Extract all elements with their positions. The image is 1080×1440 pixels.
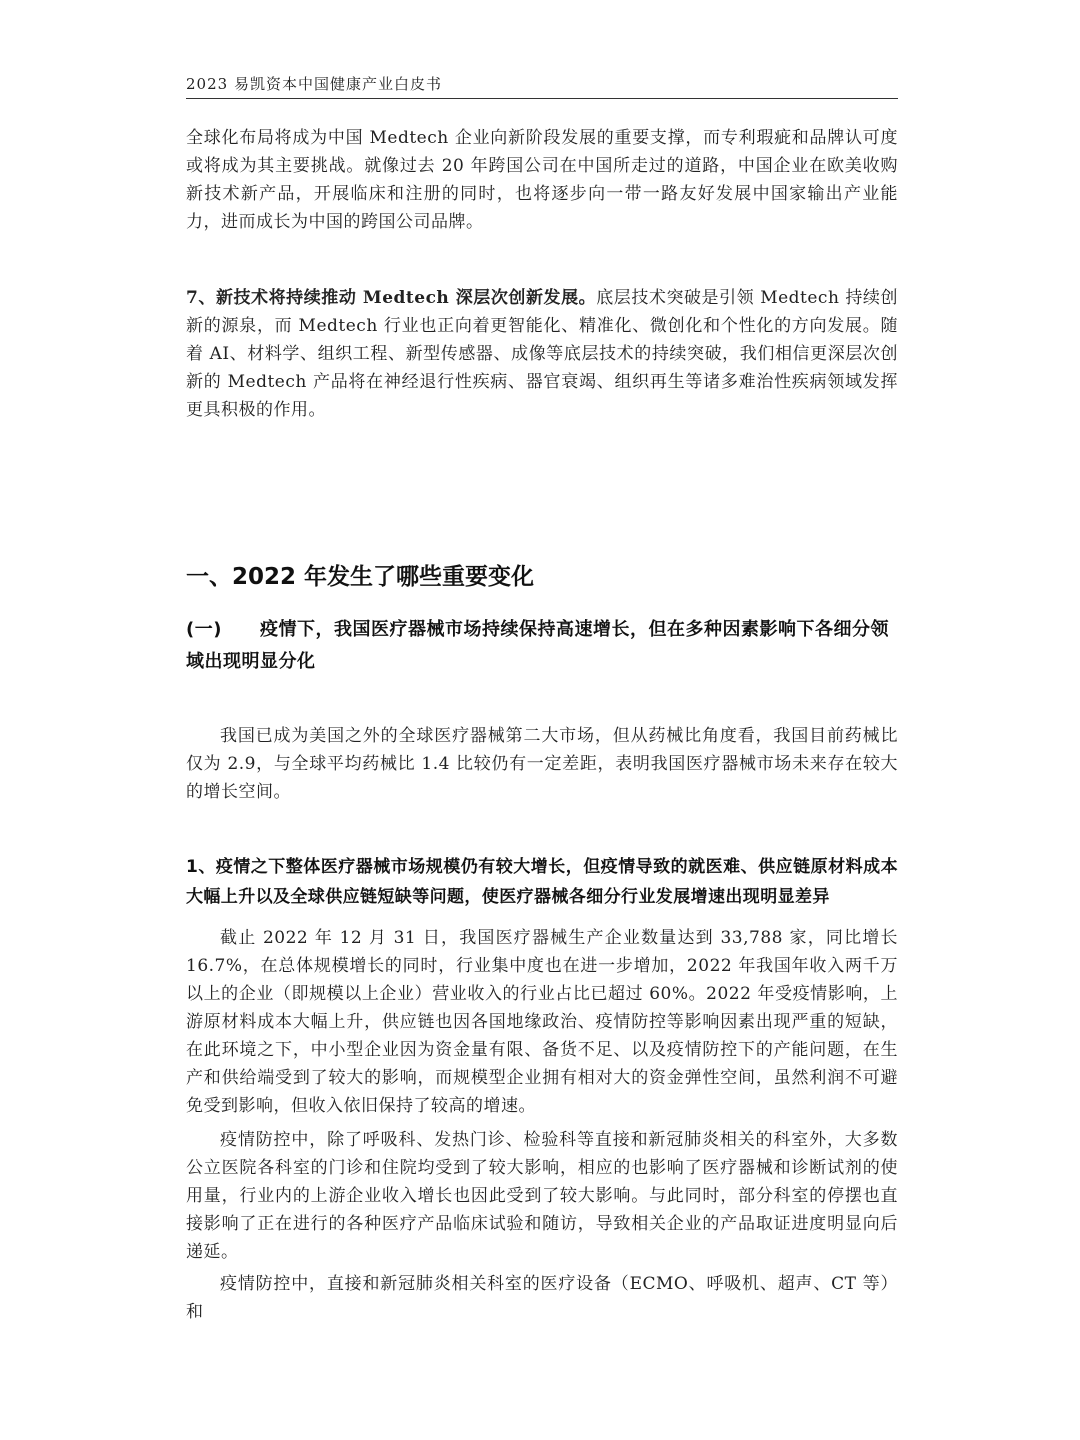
section-1-title: 一、2022 年发生了哪些重要变化 [186,564,535,590]
point-7-block [186,284,898,424]
equipment-block [186,1270,898,1326]
subsection-1-title [186,614,898,678]
stats-paragraph: 截止 2022 年 12 月 31 日，我国医疗器械生产企业数量达到 33,788 家，同比增长 16.7%，在总体规模增长的同时，行业集中度也在进一步增加，2022 年我国年收入两千万以上的企业（即规模以上企业）营业收入的行业占比已超过 60%。2022 年受疫情影响，上游原材料成本大幅上升，供应链也因各国地缘政治、疫情防控等影响因素出现严重的短缺，在此环境之下，中小型企业因为资金量有限、备货不足、以及疫情防控下的产能问题，在生产和供给端受到了较大的影响，而规模型企业拥有相对大的资金弹性空间，虽然利润不可避免受到影响，但收入依旧保持了较高的增速。 [186,928,898,1116]
control-paragraph: 疫情防控中，除了呼吸科、发热门诊、检验科等直接和新冠肺炎相关的科室外，大多数公立医院各科室的门诊和住院均受到了较大影响，相应的也影响了医疗器械和诊断试剂的使用量，行业内的上游企业收入增长也因此受到了较大影响。与此同时，部分科室的停摆也直接影响了正在进行的各种医疗产品临床试验和随访，导致相关企业的产品取证进度明显向后递延。 [186,1130,898,1262]
equipment-paragraph: 疫情防控中，直接和新冠肺炎相关科室的医疗设备（ECMO、呼吸机、超声、CT 等）和 [186,1274,898,1322]
point-1-title: 1、疫情之下整体医疗器械市场规模仍有较大增长，但疫情导致的就医难、供应链原材料成本大幅上升以及全球供应链短缺等问题，使医疗器械各细分行业发展增速出现明显差异 [186,857,898,907]
control-block [186,1126,898,1266]
point-7-lead: 7、新技术将持续推动 Medtech 深层次创新发展。 [186,288,597,308]
point-7-paragraph [186,284,898,424]
intro-paragraph: 全球化布局将成为中国 Medtech 企业向新阶段发展的重要支撑，而专利瑕疵和品牌认可度或将成为其主要挑战。就像过去 20 年跨国公司在中国所走过的道路，中国企业在欧美收购新技术新产品，开展临床和注册的同时，也将逐步向一带一路友好发展中国家输出产业能力，进而成长为中国的跨国公司品牌。 [186,128,898,232]
market-paragraph: 我国已成为美国之外的全球医疗器械第二大市场，但从药械比角度看，我国目前药械比仅为 2.9，与全球平均药械比 1.4 比较仍有一定差距，表明我国医疗器械市场未来存在较大的增长空间。 [186,726,898,802]
stats-block [186,924,898,1120]
point-1-heading-block [186,852,898,912]
subsection-1-heading-block [186,614,898,678]
subsection-1-text: 疫情下，我国医疗器械市场持续保持高速增长，但在多种因素影响下各细分领域出现明显分化 [186,619,889,672]
subsection-1-number: (一) [186,619,222,640]
intro-block [186,124,898,236]
point-7-body: 底层技术突破是引领 Medtech 持续创新的源泉，而 Medtech 行业也正向着更智能化、精准化、微创化和个性化的方向发展。随着 AI、材料学、组织工程、新型传感器、成像等底层技术的持续突破，我们相信更深层次创新的 Medtech 产品将在神经退行性疾病、器官衰竭、组织再生等诸多难治性疾病领域发挥更具积极的作用。 [186,288,898,420]
page-header [186,74,898,99]
section-1-heading-block [186,562,898,592]
market-block [186,722,898,806]
header-title: 2023 易凯资本中国健康产业白皮书 [186,75,442,93]
